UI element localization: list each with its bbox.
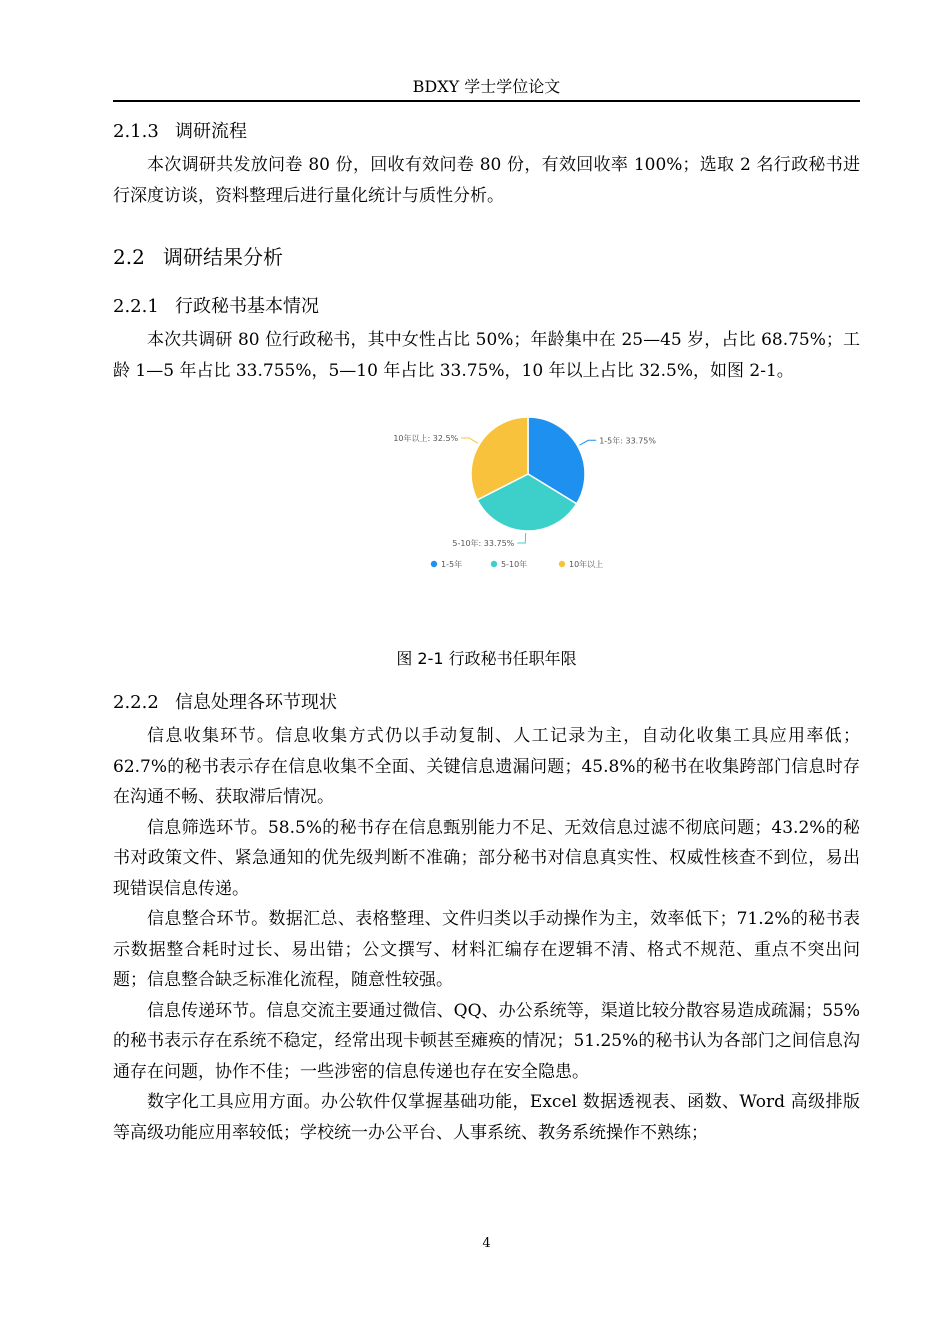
section-2-2-1-heading	[113, 289, 860, 325]
header-rule	[113, 100, 860, 102]
paragraph-digital-tools: 数字化工具应用方面。办公软件仅掌握基础功能，Excel 数据透视表、函数、Word 高级排版等高级功能应用率较低；学校统一办公平台、人事系统、教务系统操作不熟练；	[113, 1092, 860, 1143]
label-leader-1	[517, 533, 525, 543]
legend-swatch-2	[559, 561, 565, 567]
slice-label-2: 10年以上: 32.5%	[393, 433, 459, 443]
section-number: 2.1.3	[113, 121, 159, 142]
paragraph-integration: 信息整合环节。数据汇总、表格整理、文件归类以手动操作为主，效率低下；71.2%的秘书表示数据整合耗时过长、易出错；公文撰写、材料汇编存在逻辑不清、格式不规范、重点不突出问题；信息整合缺乏标准化流程，随意性较强。	[113, 909, 860, 990]
section-number: 2.2.2	[113, 692, 159, 713]
legend-swatch-1	[491, 561, 497, 567]
label-leader-0	[579, 440, 596, 445]
page-body	[113, 114, 860, 1148]
section-2-2-2-heading	[113, 685, 860, 721]
label-leader-2	[461, 438, 478, 443]
paragraph-collection: 信息收集环节。信息收集方式仍以手动复制、人工记录为主，自动化收集工具应用率低；62.7%的秘书表示存在信息收集不全面、关键信息遗漏问题；45.8%的秘书在收集跨部门信息时存在沟通不畅、获取滞后情况。	[113, 726, 860, 807]
paragraph-survey-process: 本次调研共发放问卷 80 份，回收有效问卷 80 份，有效回收率 100%；选取 2 名行政秘书进行深度访谈，资料整理后进行量化统计与质性分析。	[113, 155, 860, 206]
legend-label-0: 1-5年	[441, 560, 463, 569]
slice-label-1: 5-10年: 33.75%	[452, 538, 515, 548]
section-number: 2.2	[113, 245, 145, 269]
section-title: 调研结果分析	[163, 245, 283, 269]
section-title: 调研流程	[175, 121, 247, 142]
figure-caption: 图 2-1 行政秘书任职年限	[396, 649, 577, 668]
paragraph-screening: 信息筛选环节。58.5%的秘书存在信息甄别能力不足、无效信息过滤不彻底问题；43.2%的秘书对政策文件、紧急通知的优先级判断不准确；部分秘书对信息真实性、权威性核查不到位，易出现错误信息传递。	[113, 817, 860, 899]
legend-swatch-0	[431, 561, 437, 567]
section-title: 信息处理各环节现状	[175, 692, 337, 713]
section-title: 行政秘书基本情况	[175, 296, 319, 317]
paragraph-basic-info: 本次共调研 80 位行政秘书，其中女性占比 50%；年龄集中在 25—45 岁，占比 68.75%；工龄 1—5 年占比 33.755%，5—10 年占比 33.75%，10 年以上占比 32.5%，如图 2-1。	[113, 330, 860, 381]
pie-chart	[113, 414, 860, 639]
paragraph-transmission: 信息传递环节。信息交流主要通过微信、QQ、办公系统等，渠道比较分散容易造成疏漏；55%的秘书表示存在系统不稳定，经常出现卡顿甚至瘫痪的情况；51.25%的秘书认为各部门之间信息沟通存在问题，协作不佳；一些涉密的信息传递也存在安全隐患。	[113, 1000, 860, 1082]
legend-label-1: 5-10年	[501, 560, 528, 569]
legend-label-2: 10年以上	[569, 560, 604, 569]
slice-label-0: 1-5年: 33.75%	[599, 436, 657, 446]
running-header: BDXY 学士学位论文	[412, 77, 561, 96]
section-2-1-3-heading	[113, 114, 860, 150]
section-2-2-heading	[113, 237, 860, 277]
page-number: 4	[482, 1236, 491, 1251]
section-number: 2.2.1	[113, 296, 159, 317]
figure-2-1	[113, 414, 860, 639]
